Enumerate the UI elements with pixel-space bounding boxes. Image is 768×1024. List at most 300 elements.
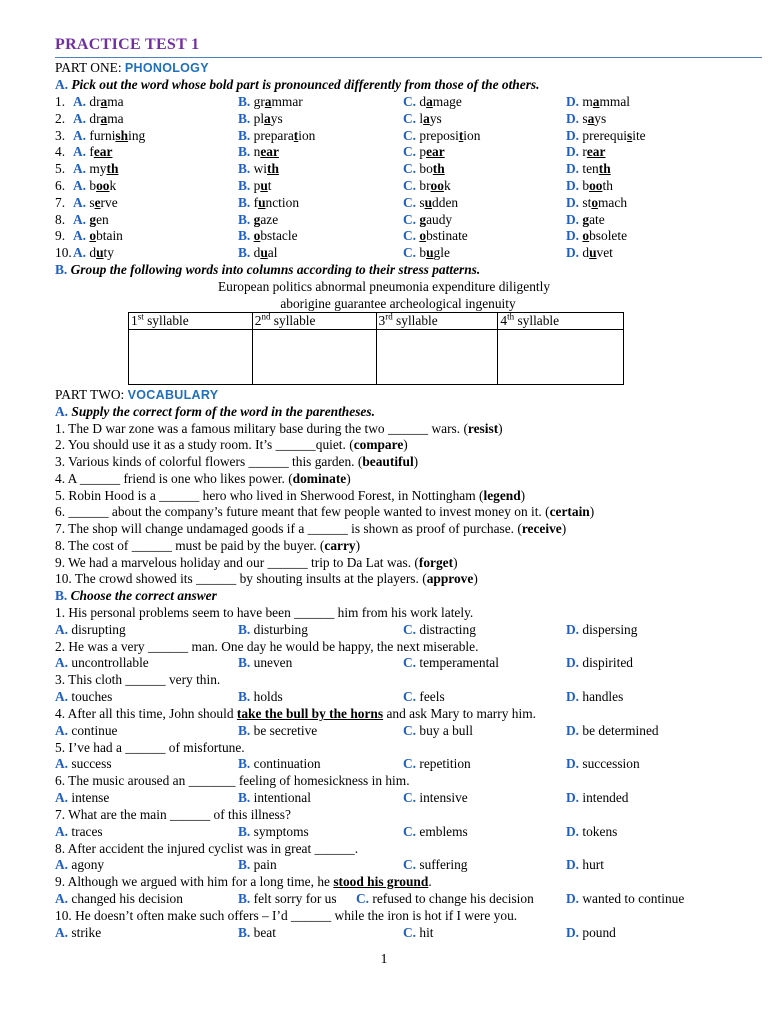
option-highlighted-sound: ear [426,144,445,160]
instruction-text: Choose the correct answer [67,588,217,603]
option-letter: B. [238,144,251,160]
option-text: agony [71,857,105,873]
answer-option[interactable] [566,111,606,128]
closing-paren: ) [453,554,458,570]
question-text: 7. The shop will change undamaged goods if a ______ is shown as proof of purchase. ( [55,521,522,536]
answer-option[interactable] [566,655,633,672]
option-highlighted-sound: a [426,94,433,109]
option-letter: B. [238,756,251,772]
option-word-suffix: ys [594,110,607,126]
answer-option[interactable] [566,245,613,262]
question-text: 4. After all this time, John should [55,705,237,721]
instruction-text: Group the following words into columns according to their stress patterns. [67,262,481,277]
question-text-end: . [428,874,432,890]
phonology-row [0,228,768,245]
stress-answer-cell[interactable] [252,330,376,385]
stress-column-header [498,313,624,330]
answer-option[interactable] [73,161,118,178]
answer-option[interactable] [403,925,434,942]
option-highlighted-sound: t [293,127,299,143]
option-word-prefix: my [86,161,107,177]
answer-option[interactable] [55,790,109,807]
question-number: 2. [55,110,66,126]
part-one-label: PART ONE: [55,60,125,75]
root-word: receive [521,521,562,536]
option-word-suffix: bstacle [260,228,298,244]
answer-option[interactable] [566,790,629,807]
question-text: 2. You should use it as a study room. It’s ______quiet. ( [55,437,354,453]
answer-option[interactable] [403,128,480,145]
question-number: 5. [55,161,66,177]
mc-options-row [0,857,768,874]
option-highlighted-sound: a [592,94,600,109]
word-list-line-1: European politics abnormal pneumonia expenditure diligently [217,279,551,294]
word-form-question [55,538,360,555]
option-text: wanted to continue [582,891,685,906]
answer-option[interactable] [238,824,309,841]
mc-question [55,672,220,689]
mc-question [55,740,245,757]
option-text: disturbing [253,621,308,637]
option-text: continue [71,722,118,738]
option-highlighted-sound: s [627,127,633,143]
option-text: touches [71,689,113,705]
ordinal-suffix: rd [385,311,393,322]
part-one-name: PHONOLOGY [124,61,209,75]
word-list-line-2: aborigine guarantee archeological ingenuity [280,296,516,311]
option-text: hit [419,924,434,940]
option-letter: C. [403,756,417,772]
mc-options-row [0,655,768,672]
option-highlighted-sound: u [258,194,266,210]
answer-option[interactable] [403,111,442,128]
option-word-suffix: bstinate [426,228,468,244]
syllable-number: 1 [131,313,138,328]
option-letter: D. [566,110,580,126]
stress-table-answer-row [129,330,624,385]
answer-option[interactable] [566,128,646,145]
question-text: 5. Robin Hood is a ______ hero who lived in Sherwood Forest, in Nottingham ( [55,487,484,503]
option-word-prefix: pl [250,110,265,126]
answer-option[interactable] [55,891,183,908]
option-highlighted-sound: t [458,127,464,143]
option-word-suffix: mach [598,194,628,210]
mc-options-row [0,925,768,942]
part-one-heading [55,60,209,77]
answer-option[interactable] [238,723,317,740]
option-letter: A. [55,891,69,906]
option-letter: B. [238,924,251,940]
option-letter: A. [73,211,87,227]
option-highlighted-sound: u [589,245,597,261]
answer-option[interactable] [238,622,308,639]
answer-option[interactable] [238,161,279,178]
option-text: disrupting [71,621,126,637]
option-letter: B. [238,722,251,738]
question-number: 3. [55,127,66,143]
answer-option[interactable] [566,723,659,740]
answer-option[interactable] [238,245,277,262]
syllable-number: 2 [254,313,262,328]
word-form-question [55,571,478,588]
answer-option[interactable] [403,228,468,245]
word-form-question [55,421,503,438]
option-letter: B. [238,161,251,177]
option-text: dispersing [582,621,638,637]
answer-option[interactable] [566,161,611,178]
answer-option[interactable] [238,94,303,111]
option-word-prefix: d [250,245,261,261]
answer-option[interactable] [566,689,623,706]
answer-option[interactable] [566,228,627,245]
answer-option[interactable] [403,689,445,706]
answer-option[interactable] [73,178,116,195]
option-letter: A. [73,144,87,160]
answer-option[interactable] [403,790,468,807]
option-text: hurt [582,857,604,873]
answer-option[interactable] [73,195,118,212]
root-word: beautiful [362,454,414,469]
option-letter: C. [403,211,417,227]
option-letter: A. [73,161,87,177]
option-highlighted-sound: o [591,194,599,210]
option-word-suffix: ion [298,127,316,143]
answer-option[interactable] [566,925,616,942]
answer-option[interactable] [238,655,292,672]
option-word-suffix: en [96,211,109,227]
answer-option[interactable] [403,94,462,111]
option-highlighted-sound: th [432,161,445,177]
option-word-prefix: n [250,144,261,160]
option-letter: D. [566,144,580,160]
mc-options-row [0,824,768,841]
option-highlighted-sound: o [582,228,590,244]
option-word-suffix: k [109,178,117,193]
root-word: carry [324,537,356,553]
question-text: 10. The crowd showed its ______ by shouting insults at the players. ( [55,571,427,587]
answer-option[interactable] [403,245,450,262]
question-number: 1. [55,94,66,109]
option-text: uneven [253,655,293,671]
answer-option[interactable] [238,144,279,161]
option-word-prefix: ten [579,161,599,177]
syllable-label: syllable [514,313,560,328]
answer-option[interactable] [73,228,123,245]
option-letter: D. [566,621,580,637]
mc-question [55,605,473,622]
option-word-prefix: b [416,245,427,261]
answer-option[interactable] [566,94,630,111]
root-word: resist [467,420,499,436]
stress-pattern-table [128,312,624,385]
answer-option[interactable] [403,144,445,161]
option-word-suffix: mmal [599,94,630,109]
root-word: legend [483,487,521,503]
closing-paren: ) [589,504,595,520]
word-form-question [55,555,458,572]
answer-option[interactable] [566,195,627,212]
option-word-prefix: dr [86,94,101,109]
option-text: uncontrollable [71,655,149,671]
syllable-number: 4 [500,313,508,328]
option-word-prefix: prepara [250,127,294,143]
option-letter: B. [238,245,251,261]
option-text: intentional [253,790,311,806]
option-highlighted-sound: oo [96,178,110,193]
option-text: felt sorry for us [253,891,337,906]
option-letter: A. [73,245,87,261]
answer-option[interactable] [566,178,613,195]
closing-paren: ) [346,470,351,486]
answer-option[interactable] [566,144,605,161]
answer-option[interactable] [238,195,299,212]
option-text: dispirited [582,655,633,671]
question-number: 9. [55,228,66,244]
option-word-prefix: p [416,144,427,160]
answer-option[interactable] [238,891,337,908]
answer-option[interactable] [238,857,277,874]
answer-option[interactable] [403,178,451,195]
option-letter: A. [55,689,69,705]
option-word-prefix: d [579,245,590,261]
mc-options-row [0,723,768,740]
answer-option[interactable] [73,144,112,161]
option-letter: B. [238,857,251,873]
option-letter: C. [403,144,417,160]
option-highlighted-sound: o [419,228,427,244]
option-letter: D. [566,823,580,839]
answer-option[interactable] [55,824,103,841]
option-text: changed his decision [71,891,183,906]
phonology-row [0,111,768,128]
option-letter: B. [238,790,251,806]
root-word: compare [353,437,404,453]
option-word-prefix: wi [250,161,268,177]
option-word-suffix: ty [103,245,114,261]
option-letter: C. [403,178,417,193]
stress-table-header-row [129,313,624,330]
option-word-suffix: btain [96,228,123,244]
question-number: 6. [55,178,66,193]
option-word-suffix: ion [463,127,481,143]
option-letter: A. [55,857,69,873]
option-word-suffix: ite [632,127,646,143]
answer-option[interactable] [403,723,473,740]
option-letter: B. [238,211,251,227]
option-word-prefix: preposi [416,127,459,143]
phonology-row [0,161,768,178]
mc-options-row [0,689,768,706]
option-letter: A. [55,823,69,839]
answer-option[interactable] [566,824,617,841]
option-letter: C. [403,655,417,671]
question-text: 9. We had a marvelous holiday and our ______ trip to Da Lat was. ( [55,554,419,570]
answer-option[interactable] [73,212,109,229]
option-word-suffix: dden [432,194,459,210]
option-letter: D. [566,228,580,244]
phonology-row [0,212,768,229]
option-word-suffix: ma [107,94,124,109]
answer-option[interactable] [238,228,298,245]
syllable-number: 3 [378,313,386,328]
option-letter: A. [73,178,87,193]
option-word-prefix: f [86,144,94,160]
syllable-label: syllable [392,313,438,328]
mc-options-row [0,790,768,807]
word-form-question [55,521,566,538]
option-word-prefix: furni [86,127,116,143]
option-letter: C. [403,245,417,261]
option-letter: A. [55,621,69,637]
answer-option[interactable] [73,94,124,111]
option-highlighted-sound: u [424,194,433,210]
option-text: traces [71,823,103,839]
answer-option[interactable] [55,857,104,874]
answer-option[interactable] [566,212,605,229]
instruction-text: Pick out the word whose bold part is pronounced differently from those of the others. [68,77,540,92]
answer-option[interactable] [403,161,445,178]
option-text: be secretive [253,722,318,738]
option-word-prefix: s [86,194,95,210]
option-highlighted-sound: o [89,228,97,244]
option-letter: C. [403,94,417,109]
option-letter: A. [55,722,69,738]
question-number: 4. [55,144,66,160]
mc-question [55,874,432,891]
answer-option[interactable] [238,178,272,195]
option-text: succession [582,756,640,772]
stress-column-header [129,313,253,330]
option-text: intense [71,790,110,806]
option-highlighted-sound: u [260,178,268,193]
option-text: success [71,756,112,772]
option-letter: C. [356,891,370,906]
option-highlighted-sound: th [598,161,611,177]
phonology-row [0,245,768,262]
answer-option[interactable] [566,891,684,908]
answer-option[interactable] [238,212,278,229]
option-letter: C. [403,127,417,143]
answer-option[interactable] [403,212,452,229]
answer-option[interactable] [403,824,468,841]
answer-option[interactable] [55,756,112,773]
answer-option[interactable] [55,925,101,942]
option-letter: D. [566,245,580,261]
question-number: 7. [55,194,66,210]
vocabulary-section-a-instruction [55,404,375,421]
option-word-prefix: f [250,194,259,210]
option-letter: C. [403,823,417,839]
option-text: refused to change his decision [372,891,534,906]
option-letter: A. [55,790,69,806]
option-text: tokens [582,823,618,839]
option-word-prefix: gr [250,94,265,109]
answer-option[interactable] [238,756,321,773]
answer-option[interactable] [403,195,458,212]
option-text: beat [253,924,276,940]
answer-option[interactable] [238,111,283,128]
option-text: strike [71,924,102,940]
answer-option[interactable] [73,245,114,262]
instruction-text: Supply the correct form of the word in the parentheses. [68,404,375,419]
option-word-prefix: r [579,144,587,160]
option-letter: D. [566,756,580,772]
answer-option[interactable] [403,655,499,672]
answer-option[interactable] [403,857,468,874]
option-letter: B. [238,228,251,244]
option-word-suffix: ys [429,110,442,126]
mc-question [55,908,517,925]
option-word-prefix: dr [86,110,101,126]
option-highlighted-sound: ear [260,144,279,160]
section-letter: B. [55,588,68,603]
closing-paren: ) [498,420,503,436]
answer-option[interactable] [55,689,112,706]
answer-option[interactable] [566,756,640,773]
mc-options-row [0,756,768,773]
answer-option[interactable] [403,622,476,639]
answer-option[interactable] [356,891,534,908]
mc-options-row [0,891,768,908]
answer-option[interactable] [238,128,315,145]
mc-question [55,706,536,723]
option-word-prefix: p [250,178,261,193]
closing-paren: ) [520,487,526,503]
answer-option[interactable] [238,790,311,807]
option-highlighted-sound: a [264,94,272,109]
question-text: 6. The music aroused an _______ feeling of homesickness in him. [55,773,410,789]
answer-option[interactable] [238,689,283,706]
option-word-suffix: al [267,245,278,261]
option-word-suffix: gle [433,245,450,261]
answer-option[interactable] [73,111,124,128]
answer-option[interactable] [73,128,145,145]
answer-option[interactable] [55,723,118,740]
option-word-suffix: vet [596,245,613,261]
word-form-question [55,488,525,505]
answer-option[interactable] [566,857,604,874]
answer-option[interactable] [55,655,149,672]
option-text: pain [253,857,277,873]
option-word-suffix: aze [260,211,279,227]
answer-option[interactable] [403,756,471,773]
option-letter: A. [55,655,69,671]
option-letter: D. [566,655,580,671]
option-letter: A. [73,194,87,210]
phonology-section-b-instruction [55,262,480,279]
option-highlighted-sound: g [582,211,590,227]
option-word-suffix: audy [426,211,453,227]
option-letter: A. [73,94,87,109]
option-word-suffix: rve [100,194,118,210]
question-text: 4. A ______ friend is one who likes power. ( [55,470,293,486]
answer-option[interactable] [566,622,637,639]
title-underline [55,57,762,58]
option-word-prefix: st [579,194,592,210]
stress-answer-cell[interactable] [129,330,253,385]
option-text: intensive [419,790,468,806]
option-word-suffix: ate [589,211,605,227]
question-text-end: and ask Mary to marry him. [383,705,536,721]
stress-answer-cell[interactable] [498,330,624,385]
stress-answer-cell[interactable] [376,330,498,385]
option-highlighted-sound: a [423,110,430,126]
option-word-prefix: d [86,245,97,261]
answer-option[interactable] [55,622,126,639]
answer-option[interactable] [238,925,276,942]
question-text: 3. This cloth ______ very thin. [55,672,221,688]
section-letter: A. [55,404,69,419]
